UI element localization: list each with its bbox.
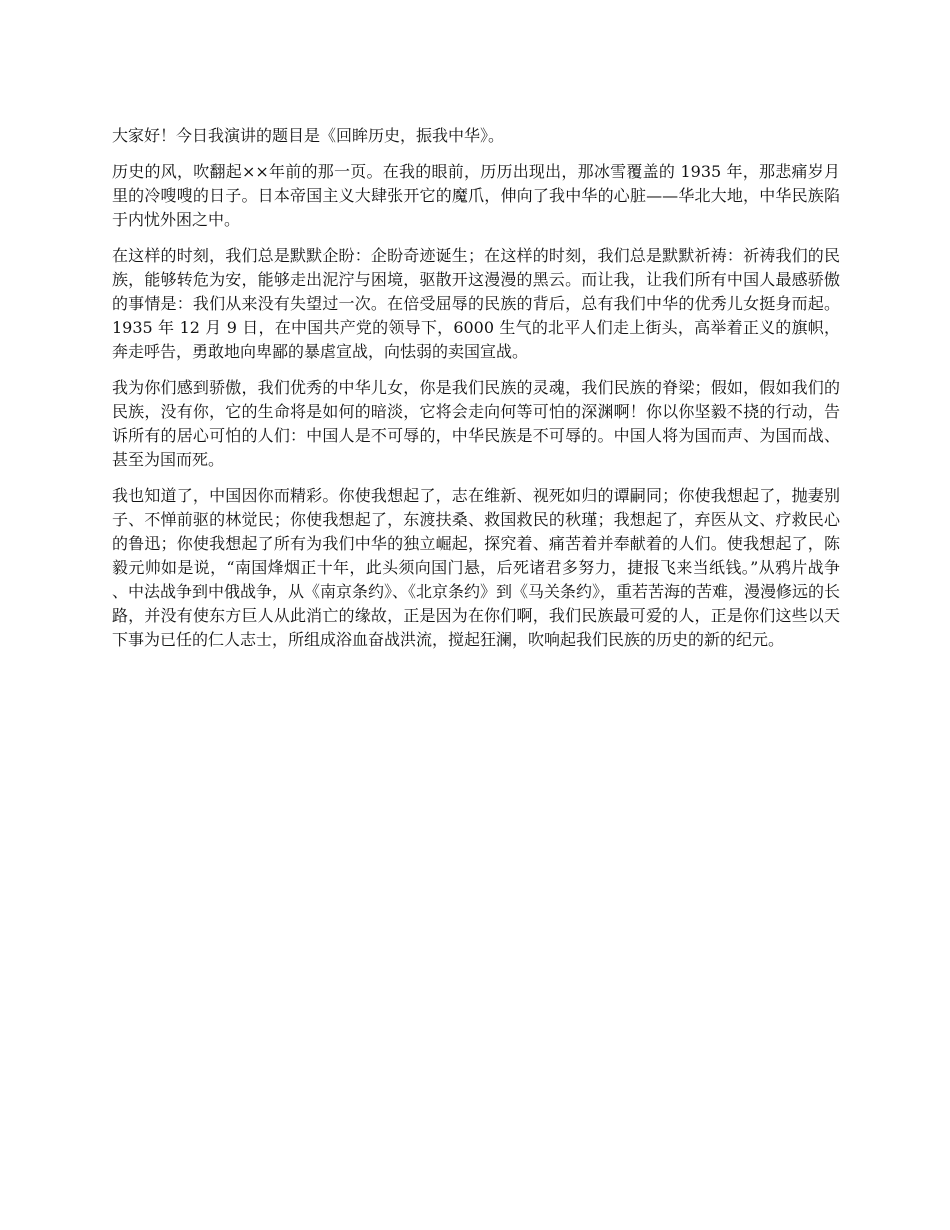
paragraph-greeting: 大家好！今日我演讲的题目是《回眸历史，振我中华》。 — [112, 126, 505, 145]
paragraph-1935-history: 历史的风，吹翻起××年前的那一页。在我的眼前，历历出现出，那冰雪覆盖的 1935 年，那悲痛岁月里的冷嗖嗖的日子。日本帝国主义大肆张开它的魔爪，伸向了我中华的心脏——华北大地，中华民族陷于内忧外困之中。 — [112, 162, 840, 229]
document-body — [112, 124, 840, 664]
paragraph-pride: 我为你们感到骄傲，我们优秀的中华儿女，你是我们民族的灵魂，我们民族的脊梁；假如，假如我们的民族，没有你，它的生命将是如何的暗淡，它将会走向何等可怕的深渊啊！你以你坚毅不挠的行动，告诉所有的居心可怕的人们：中国人是不可辱的，中华民族是不可辱的。中国人将为国而声、为国而战、甚至为国而死。 — [112, 378, 840, 469]
paragraph-heroes: 我也知道了，中国因你而精彩。你使我想起了，志在维新、视死如归的谭嗣同；你使我想起了，抛妻别子、不惮前驱的林觉民；你使我想起了，东渡扶桑、救国救民的秋瑾；我想起了，弃医从文、疗救民心的鲁迅；你使我想起了所有为我们中华的独立崛起，探究着、痛苦着并奉献着的人们。使我想起了，陈毅元帅如是说，“南国烽烟正十年，此头须向国门悬，后死诸君多努力，捷报飞来当纸钱。”从鸦片战争、中法战争到中俄战争，从《南京条约》、《北京条约》到《马关条约》，重若苦海的苦难，漫漫修远的长路，并没有使东方巨人从此消亡的缘故，正是因为在你们啊，我们民族最可爱的人，正是你们这些以天下事为已任的仁人志士，所组成浴血奋战洪流，搅起狂澜，吹响起我们民族的历史的新的纪元。 — [112, 486, 841, 649]
paragraph-december-ninth: 在这样的时刻，我们总是默默企盼：企盼奇迹诞生；在这样的时刻，我们总是默默祈祷：祈祷我们的民族，能够转危为安，能够走出泥泞与困境，驱散开这漫漫的黑云。而让我，让我们所有中国人最感骄傲的事情是：我们从来没有失望过一次。在倍受屈辱的民族的背后，总有我们中华的优秀儿女挺身而起。1935 年 12 月 9 日，在中国共产党的领导下，6000 生气的北平人们走上街头，高举着正义的旗帜，奔走呼告，勇敢地向卑鄙的暴虐宣战，向怯弱的卖国宣战。 — [112, 246, 840, 361]
